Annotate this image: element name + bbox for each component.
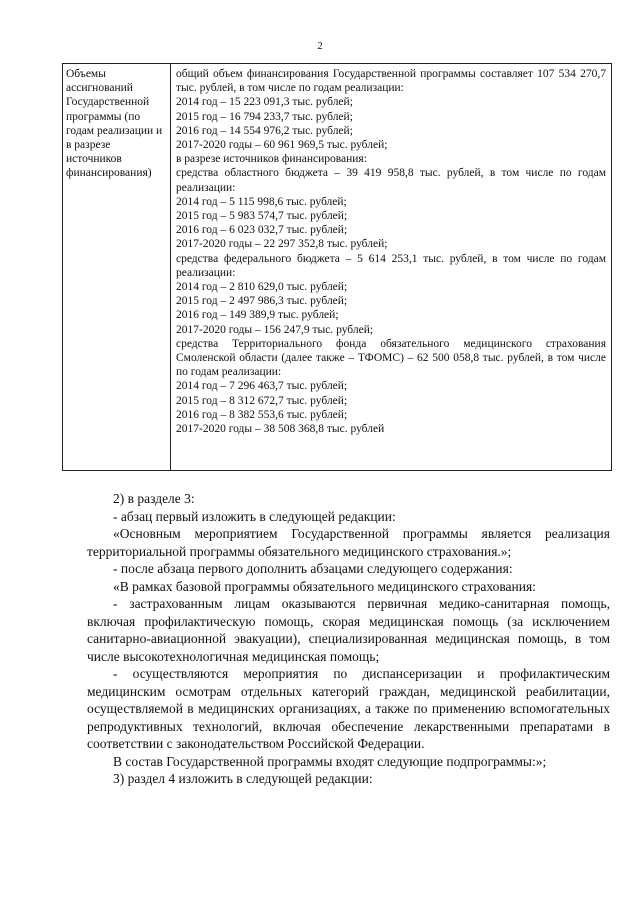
table-line: 2015 год – 16 794 233,7 тыс. рублей; <box>176 110 353 123</box>
paragraph: - застрахованным лицам оказываются первичная медико-санитарная помощь, включая профилактическую помощь, скорая медицинская помощь (за исключением санитарно-авиационной эвакуации), специализированная медицинская помощь, в том числе высокотехнологичная медицинская помощь; <box>87 596 610 664</box>
table-line: 2014 год – 2 810 629,0 тыс. рублей; <box>176 281 348 294</box>
table-line: 2014 год – 15 223 091,3 тыс. рублей; <box>176 96 353 109</box>
paragraph: - абзац первый изложить в следующей редакции: <box>113 508 396 524</box>
table-line: 2015 год – 8 312 672,7 тыс. рублей; <box>176 394 348 407</box>
table-line: 2017-2020 годы – 156 247,9 тыс. рублей; <box>176 323 374 336</box>
table-line: 2016 год – 8 382 553,6 тыс. рублей; <box>176 408 348 421</box>
table-line: средства областного бюджета – 39 419 958,8 тыс. рублей, в том числе по годам реализации: <box>176 167 606 194</box>
table-line: средства Территориального фонда обязательного медицинского страхования Смоленской области (далее также – ТФОМС) – 62 500 058,8 тыс. рублей, в том числе по годам реализации: <box>176 337 606 379</box>
paragraph: В состав Государственной программы входят следующие подпрограммы:»; <box>113 753 547 769</box>
table-value-cell <box>171 64 611 470</box>
table-line: общий объем финансирования Государственной программы составляет 107 534 270,7 тыс. рублей, в том числе по годам реализации: <box>176 68 606 95</box>
table-line: 2017-2020 годы – 22 297 352,8 тыс. рублей; <box>176 238 388 251</box>
table-line: 2015 год – 2 497 986,3 тыс. рублей; <box>176 295 348 308</box>
paragraph: «Основным мероприятием Государственной программы является реализация территориальной программы обязательного медицинского страхования.»; <box>87 526 610 559</box>
passport-table <box>62 63 612 471</box>
document-body <box>87 490 610 788</box>
table-label-cell: Объемы ассигнований Государственной программы (по годам реализации и в разрезе источников финансирования) <box>63 64 171 470</box>
paragraph: 3) раздел 4 изложить в следующей редакции: <box>113 771 373 786</box>
paragraph: 2) в разделе 3: <box>113 491 195 506</box>
table-line: 2016 год – 6 023 032,7 тыс. рублей; <box>176 224 348 237</box>
paragraph: - осуществляются мероприятия по диспансеризации и профилактическим медицинским осмотрам отдельных категорий граждан, медицинской реабилитации, осуществляемой в медицинских организациях, а также по применению вспомогательных репродуктивных технологий, включая обеспечение лекарственными препаратами в соответствии с законодательством Российской Федерации. <box>87 666 610 751</box>
paragraph: - после абзаца первого дополнить абзацами следующего содержания: <box>113 561 513 576</box>
table-line: 2017-2020 годы – 60 961 969,5 тыс. рублей; <box>176 139 388 152</box>
table-line: 2014 год – 5 115 998,6 тыс. рублей; <box>176 195 347 208</box>
table-line: в разрезе источников финансирования: <box>176 153 367 166</box>
paragraph: «В рамках базовой программы обязательного медицинского страхования: <box>113 578 536 594</box>
table-line: 2016 год – 14 554 976,2 тыс. рублей; <box>176 124 353 137</box>
page-number: 2 <box>317 40 323 52</box>
table-line: 2015 год – 5 983 574,7 тыс. рублей; <box>176 210 348 223</box>
table-line: 2016 год – 149 389,9 тыс. рублей; <box>176 309 339 322</box>
table-line: 2017-2020 годы – 38 508 368,8 тыс. рублей <box>176 423 385 436</box>
table-line: средства федерального бюджета – 5 614 253,1 тыс. рублей, в том числе по годам реализации: <box>176 252 606 279</box>
table-line: 2014 год – 7 296 463,7 тыс. рублей; <box>176 380 348 393</box>
